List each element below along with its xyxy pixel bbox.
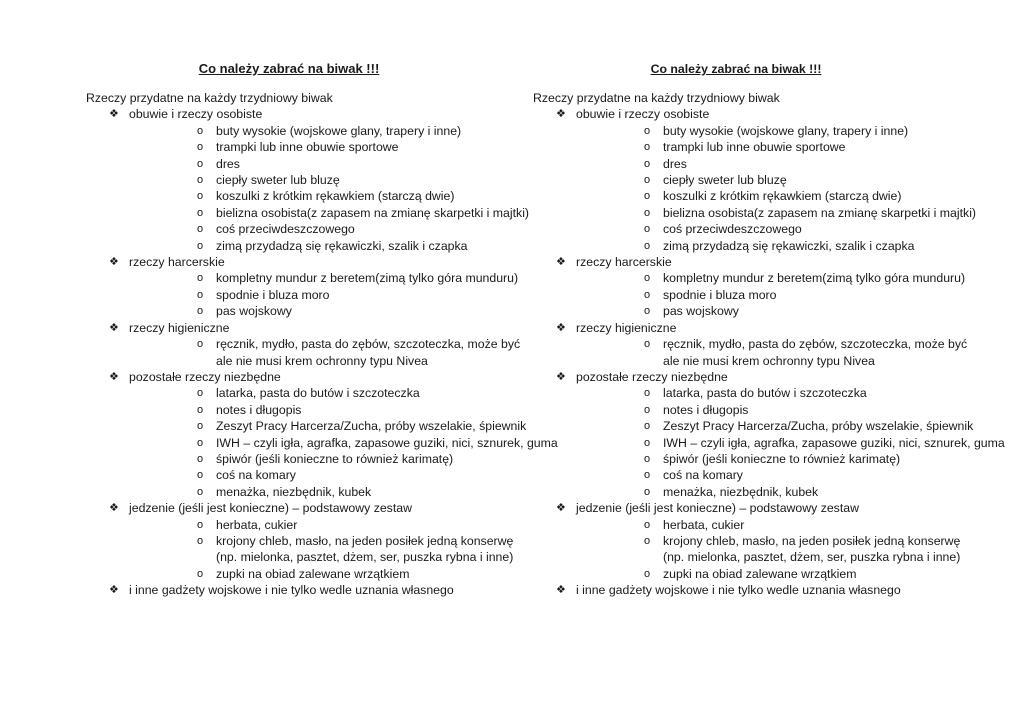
item-label: śpiwór (jeśli konieczne to również karimatę) — [216, 451, 454, 466]
circle-bullet-icon: o — [197, 206, 204, 219]
list-item — [576, 172, 973, 188]
page-title: Co należy zabrać na biwak !!! — [650, 62, 822, 76]
list-item — [129, 451, 506, 467]
category-item — [533, 320, 973, 369]
item-label: coś na komary — [663, 468, 743, 483]
diamond-bullet-icon: ❖ — [556, 256, 566, 269]
circle-bullet-icon: o — [644, 403, 651, 416]
item-list — [129, 336, 521, 369]
intro-text: Rzeczy przydatne na każdy trzydniowy biwak — [533, 91, 780, 105]
item-label: herbata, cukier — [663, 517, 745, 532]
circle-bullet-icon: o — [644, 518, 651, 531]
item-label: coś przeciwdeszczowego — [216, 222, 355, 237]
item-label: zupki na obiad zalewane wrzątkiem — [663, 566, 857, 581]
list-item — [129, 172, 506, 188]
circle-bullet-icon: o — [197, 452, 204, 465]
list-item — [129, 533, 514, 566]
item-label: dres — [216, 156, 240, 171]
category-item — [533, 500, 973, 582]
item-label: Zeszyt Pracy Harcerza/Zucha, próby wszelakie, śpiewnik — [663, 419, 974, 434]
item-label: bielizna osobista(z zapasem na zmianę skarpetki i majtki) — [216, 205, 530, 220]
list-item — [576, 188, 973, 204]
circle-bullet-icon: o — [644, 452, 651, 465]
diamond-bullet-icon: ❖ — [109, 108, 119, 121]
circle-bullet-icon: o — [197, 387, 204, 400]
item-label: trampki lub inne obuwie sportowe — [216, 140, 399, 155]
page-title: Co należy zabrać na biwak !!! — [198, 61, 380, 76]
circle-bullet-icon: o — [644, 272, 651, 285]
list-item — [576, 287, 973, 303]
list-item — [129, 484, 506, 500]
item-label: Zeszyt Pracy Harcerza/Zucha, próby wszelakie, śpiewnik — [216, 419, 527, 434]
list-item — [576, 418, 973, 434]
list-item — [129, 270, 519, 286]
list-item — [129, 418, 527, 434]
item-label: coś przeciwdeszczowego — [663, 222, 802, 237]
circle-bullet-icon: o — [197, 534, 204, 547]
category-item — [86, 254, 519, 320]
circle-bullet-icon: o — [644, 469, 651, 482]
circle-bullet-icon: o — [197, 124, 204, 137]
item-label: dres — [663, 156, 687, 171]
category-item — [86, 582, 506, 598]
list-item — [129, 385, 506, 401]
category-label: rzeczy higieniczne — [576, 320, 677, 335]
circle-bullet-icon: o — [197, 272, 204, 285]
list-item — [576, 123, 973, 139]
diamond-bullet-icon: ❖ — [556, 108, 566, 121]
item-label: menażka, niezbędnik, kubek — [663, 484, 819, 499]
item-list — [576, 336, 973, 369]
circle-bullet-icon: o — [197, 190, 204, 203]
category-item — [86, 320, 521, 369]
category-item — [533, 254, 973, 320]
circle-bullet-icon: o — [197, 403, 204, 416]
item-label: latarka, pasta do butów i szczoteczka — [216, 386, 420, 401]
category-label: rzeczy harcerskie — [129, 255, 225, 270]
circle-bullet-icon: o — [197, 567, 204, 580]
circle-bullet-icon: o — [644, 190, 651, 203]
item-list — [576, 517, 973, 583]
item-label: ręcznik, mydło, pasta do zębów, szczoteczka, może być ale nie musi krem ochronny typu Nivea — [663, 337, 968, 368]
category-label: pozostałe rzeczy niezbędne — [129, 369, 281, 384]
item-label: ciepły sweter lub bluzę — [216, 173, 340, 188]
list-item — [576, 566, 973, 582]
diamond-bullet-icon: ❖ — [109, 321, 119, 334]
item-label: śpiwór (jeśli konieczne to również karimatę) — [663, 451, 901, 466]
list-item — [129, 238, 506, 254]
item-list — [576, 385, 1005, 500]
item-label: kompletny mundur z beretem(zimą tylko góra munduru) — [663, 271, 966, 286]
item-label: zimą przydadzą się rękawiczki, szalik i czapka — [216, 238, 468, 253]
list-item — [576, 238, 973, 254]
list-item — [576, 336, 973, 369]
category-label: rzeczy harcerskie — [576, 255, 672, 270]
category-item — [86, 369, 558, 500]
category-item — [533, 106, 977, 254]
list-item — [576, 385, 973, 401]
circle-bullet-icon: o — [197, 518, 204, 531]
list-item — [576, 533, 973, 566]
diamond-bullet-icon: ❖ — [556, 321, 566, 334]
circle-bullet-icon: o — [644, 485, 651, 498]
list-item — [129, 435, 558, 451]
circle-bullet-icon: o — [644, 288, 651, 301]
item-label: pas wojskowy — [216, 304, 292, 319]
item-label: krojony chleb, masło, na jeden posiłek jedną konserwę (np. mielonka, pasztet, dżem, ser, puszka rybna i inne) — [216, 533, 514, 565]
item-label: buty wysokie (wojskowe glany, trapery i inne) — [216, 123, 462, 138]
circle-bullet-icon: o — [644, 436, 651, 449]
diamond-bullet-icon: ❖ — [556, 584, 566, 597]
list-item — [129, 188, 506, 204]
item-label: trampki lub inne obuwie sportowe — [663, 140, 846, 155]
item-list — [129, 123, 530, 254]
category-label: jedzenie (jeśli jest konieczne) – podstawowy zestaw — [129, 501, 412, 516]
checklist-left-copy — [86, 58, 558, 599]
circle-bullet-icon: o — [197, 469, 204, 482]
item-label: spodnie i bluza moro — [216, 287, 330, 302]
list-item — [129, 221, 506, 237]
item-label: koszulki z krótkim rękawkiem (starczą dwie) — [216, 189, 455, 204]
item-label: spodnie i bluza moro — [663, 287, 777, 302]
circle-bullet-icon: o — [644, 239, 651, 252]
circle-bullet-icon: o — [197, 223, 204, 236]
list-item — [129, 336, 521, 369]
item-list — [576, 123, 977, 254]
circle-bullet-icon: o — [644, 157, 651, 170]
circle-bullet-icon: o — [197, 157, 204, 170]
item-label: herbata, cukier — [216, 517, 298, 532]
list-item — [129, 139, 506, 155]
category-item — [86, 106, 530, 254]
circle-bullet-icon: o — [197, 338, 204, 351]
diamond-bullet-icon: ❖ — [109, 256, 119, 269]
list-item — [576, 484, 973, 500]
list-item — [129, 517, 506, 533]
diamond-bullet-icon: ❖ — [109, 370, 119, 383]
category-item — [86, 500, 514, 582]
list-item — [576, 402, 973, 418]
item-label: buty wysokie (wojskowe glany, trapery i inne) — [663, 123, 909, 138]
circle-bullet-icon: o — [644, 387, 651, 400]
list-item — [576, 451, 973, 467]
circle-bullet-icon: o — [197, 239, 204, 252]
item-label: krojony chleb, masło, na jeden posiłek jedną konserwę (np. mielonka, pasztet, dżem, ser, puszka rybna i inne) — [663, 533, 961, 565]
category-label: pozostałe rzeczy niezbędne — [576, 369, 728, 384]
circle-bullet-icon: o — [644, 124, 651, 137]
circle-bullet-icon: o — [644, 206, 651, 219]
circle-bullet-icon: o — [197, 288, 204, 301]
circle-bullet-icon: o — [644, 567, 651, 580]
item-label: latarka, pasta do butów i szczoteczka — [663, 386, 867, 401]
circle-bullet-icon: o — [644, 174, 651, 187]
circle-bullet-icon: o — [644, 338, 651, 351]
item-label: IWH – czyli igła, agrafka, zapasowe guziki, nici, sznurek, guma — [216, 435, 558, 450]
category-list — [533, 106, 1005, 598]
list-item — [576, 221, 973, 237]
list-item — [129, 402, 506, 418]
item-label: coś na komary — [216, 468, 296, 483]
item-label: ciepły sweter lub bluzę — [663, 173, 787, 188]
item-label: zupki na obiad zalewane wrzątkiem — [216, 566, 410, 581]
circle-bullet-icon: o — [644, 305, 651, 318]
category-item — [533, 369, 1005, 500]
circle-bullet-icon: o — [644, 223, 651, 236]
item-label: notes i długopis — [663, 402, 749, 417]
item-label: menażka, niezbędnik, kubek — [216, 484, 372, 499]
diamond-bullet-icon: ❖ — [109, 584, 119, 597]
list-item — [576, 139, 973, 155]
list-item — [576, 156, 973, 172]
category-item — [533, 582, 973, 598]
category-label: obuwie i rzeczy osobiste — [576, 107, 710, 122]
circle-bullet-icon: o — [197, 485, 204, 498]
list-item — [576, 517, 973, 533]
list-item — [576, 303, 973, 319]
list-item — [129, 566, 506, 582]
circle-bullet-icon: o — [197, 305, 204, 318]
circle-bullet-icon: o — [197, 436, 204, 449]
category-label: rzeczy higieniczne — [129, 320, 230, 335]
list-item — [129, 467, 506, 483]
item-label: ręcznik, mydło, pasta do zębów, szczoteczka, może być ale nie musi krem ochronny typu Nivea — [216, 337, 521, 368]
diamond-bullet-icon: ❖ — [556, 370, 566, 383]
item-label: kompletny mundur z beretem(zimą tylko góra munduru) — [216, 271, 519, 286]
circle-bullet-icon: o — [197, 141, 204, 154]
list-item — [576, 205, 977, 221]
item-list — [129, 270, 519, 319]
item-list — [129, 517, 514, 583]
item-label: bielizna osobista(z zapasem na zmianę skarpetki i majtki) — [663, 205, 977, 220]
circle-bullet-icon: o — [644, 420, 651, 433]
item-label: zimą przydadzą się rękawiczki, szalik i czapka — [663, 238, 915, 253]
list-item — [129, 205, 530, 221]
list-item — [129, 156, 506, 172]
circle-bullet-icon: o — [644, 534, 651, 547]
item-label: pas wojskowy — [663, 304, 739, 319]
list-item — [129, 287, 506, 303]
circle-bullet-icon: o — [644, 141, 651, 154]
diamond-bullet-icon: ❖ — [556, 502, 566, 515]
category-label: jedzenie (jeśli jest konieczne) – podstawowy zestaw — [576, 501, 859, 516]
intro-text: Rzeczy przydatne na każdy trzydniowy biwak — [86, 91, 333, 105]
category-label: obuwie i rzeczy osobiste — [129, 107, 263, 122]
item-label: IWH – czyli igła, agrafka, zapasowe guziki, nici, sznurek, guma — [663, 435, 1005, 450]
checklist-right-copy — [533, 58, 1005, 599]
list-item — [576, 435, 1005, 451]
item-label: notes i długopis — [216, 402, 302, 417]
list-item — [129, 303, 506, 319]
diamond-bullet-icon: ❖ — [109, 502, 119, 515]
circle-bullet-icon: o — [197, 174, 204, 187]
list-item — [129, 123, 506, 139]
list-item — [576, 467, 973, 483]
circle-bullet-icon: o — [197, 420, 204, 433]
category-label: i inne gadżety wojskowe i nie tylko wedle uznania własnego — [576, 583, 901, 598]
list-item — [576, 270, 973, 286]
item-list — [129, 385, 558, 500]
item-label: koszulki z krótkim rękawkiem (starczą dwie) — [663, 189, 902, 204]
category-label: i inne gadżety wojskowe i nie tylko wedle uznania własnego — [129, 583, 454, 598]
category-list — [86, 106, 558, 598]
item-list — [576, 270, 973, 319]
